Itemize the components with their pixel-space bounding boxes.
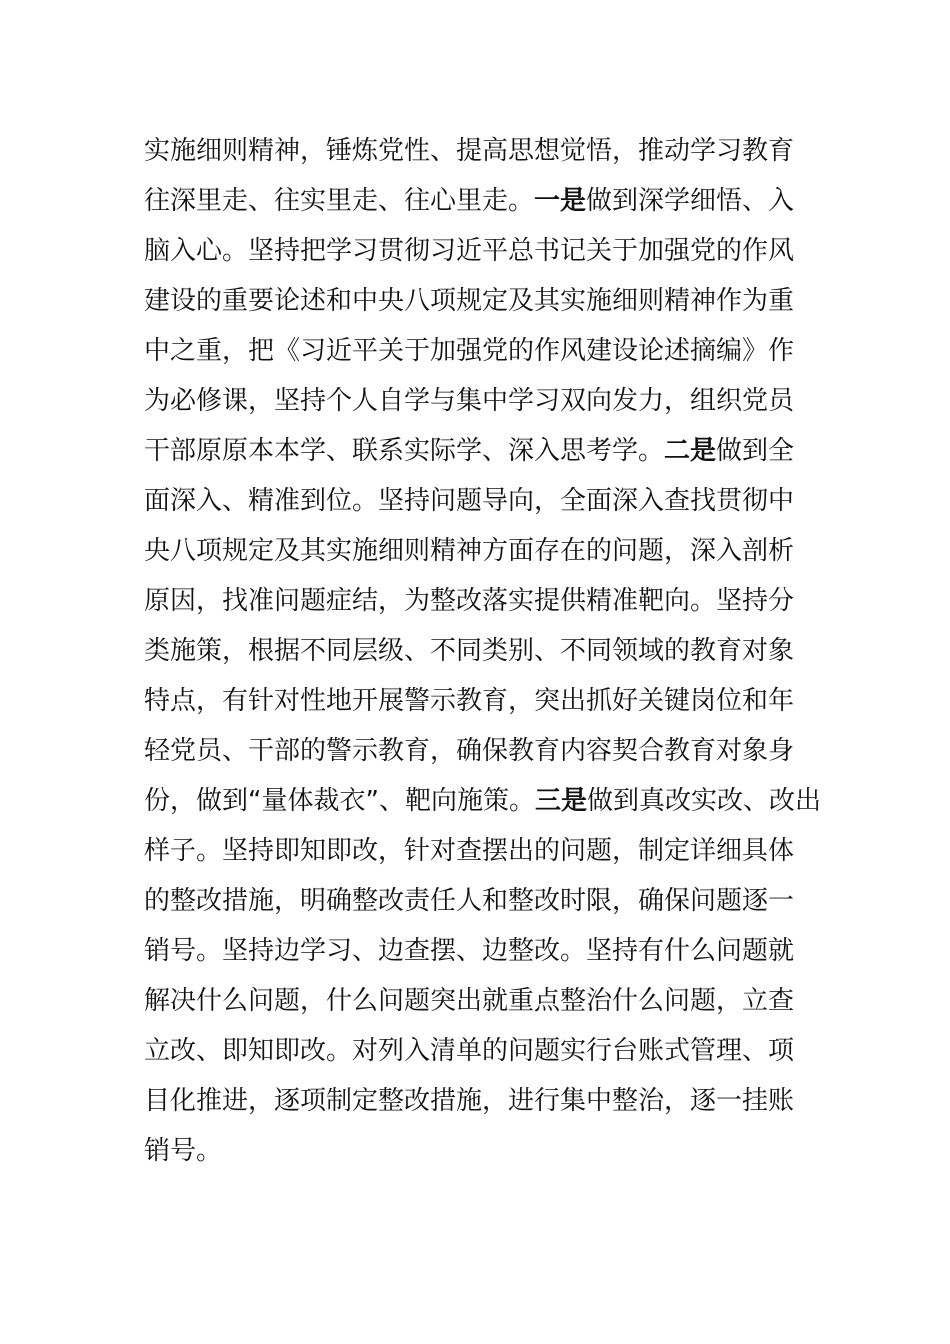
line-text: 的整改措施，明确整改责任人和整改时限，确保问题逐一	[144, 886, 795, 916]
emphasis-text: 一是	[534, 186, 587, 216]
line-text: 做到深学细悟、入	[586, 186, 795, 216]
line-text: 目化推进，逐项制定整改措施，进行集中整治，逐一挂账	[144, 1086, 795, 1116]
text-line	[144, 926, 794, 976]
text-line	[144, 1126, 222, 1176]
text-line	[144, 876, 794, 926]
text-line	[144, 326, 794, 376]
line-text: 原因，找准问题症结，为整改落实提供精准靶向。坚持分	[144, 586, 795, 616]
text-line	[144, 1076, 794, 1126]
line-text: 份，做到“量体裁衣”、靶向施策。	[144, 786, 535, 816]
line-text: 脑入心。坚持把学习贯彻习近平总书记关于加强党的作风	[144, 236, 795, 266]
text-line	[144, 676, 794, 726]
line-text: 样子。坚持即知即改，针对查摆出的问题，制定详细具体	[144, 836, 795, 866]
line-text: 做到真改实改、改出	[586, 786, 821, 816]
line-text: 销号。	[144, 1136, 223, 1166]
text-line	[144, 276, 794, 326]
line-text: 建设的重要论述和中央八项规定及其实施细则精神作为重	[144, 286, 795, 316]
line-text: 特点，有针对性地开展警示教育，突出抓好关键岗位和年	[144, 686, 795, 716]
line-text: 面深入、精准到位。坚持问题导向，全面深入查找贯彻中	[144, 486, 795, 516]
text-line	[144, 376, 794, 426]
emphasis-text: 三是	[534, 786, 587, 816]
line-text: 轻党员、干部的警示教育，确保教育内容契合教育对象身	[144, 736, 795, 766]
line-text: 做到全	[716, 436, 795, 466]
text-line	[144, 426, 794, 476]
line-text: 解决什么问题，什么问题突出就重点整治什么问题，立查	[144, 986, 795, 1016]
text-line	[144, 726, 794, 776]
text-line	[144, 226, 794, 276]
line-text: 干部原原本本学、联系实际学、深入思考学。	[144, 436, 665, 466]
line-text: 销号。坚持边学习、边查摆、边整改。坚持有什么问题就	[144, 936, 795, 966]
line-text: 实施细则精神，锤炼党性、提高思想觉悟，推动学习教育	[144, 136, 795, 166]
text-line	[144, 1026, 794, 1076]
text-line	[144, 176, 794, 226]
text-line	[144, 976, 794, 1026]
text-line	[144, 576, 794, 626]
line-text: 往深里走、往实里走、往心里走。	[144, 186, 535, 216]
line-text: 立改、即知即改。对列入清单的问题实行台账式管理、项	[144, 1036, 795, 1066]
line-text: 类施策，根据不同层级、不同类别、不同领域的教育对象	[144, 636, 795, 666]
text-line	[144, 626, 794, 676]
text-line	[144, 526, 794, 576]
emphasis-text: 二是	[664, 436, 717, 466]
line-text: 为必修课，坚持个人自学与集中学习双向发力，组织党员	[144, 386, 795, 416]
line-text: 中之重，把《习近平关于加强党的作风建设论述摘编》作	[144, 336, 795, 366]
text-line	[144, 776, 821, 826]
text-line	[144, 476, 794, 526]
text-line	[144, 826, 794, 876]
text-line	[144, 126, 794, 176]
line-text: 央八项规定及其实施细则精神方面存在的问题，深入剖析	[144, 536, 795, 566]
